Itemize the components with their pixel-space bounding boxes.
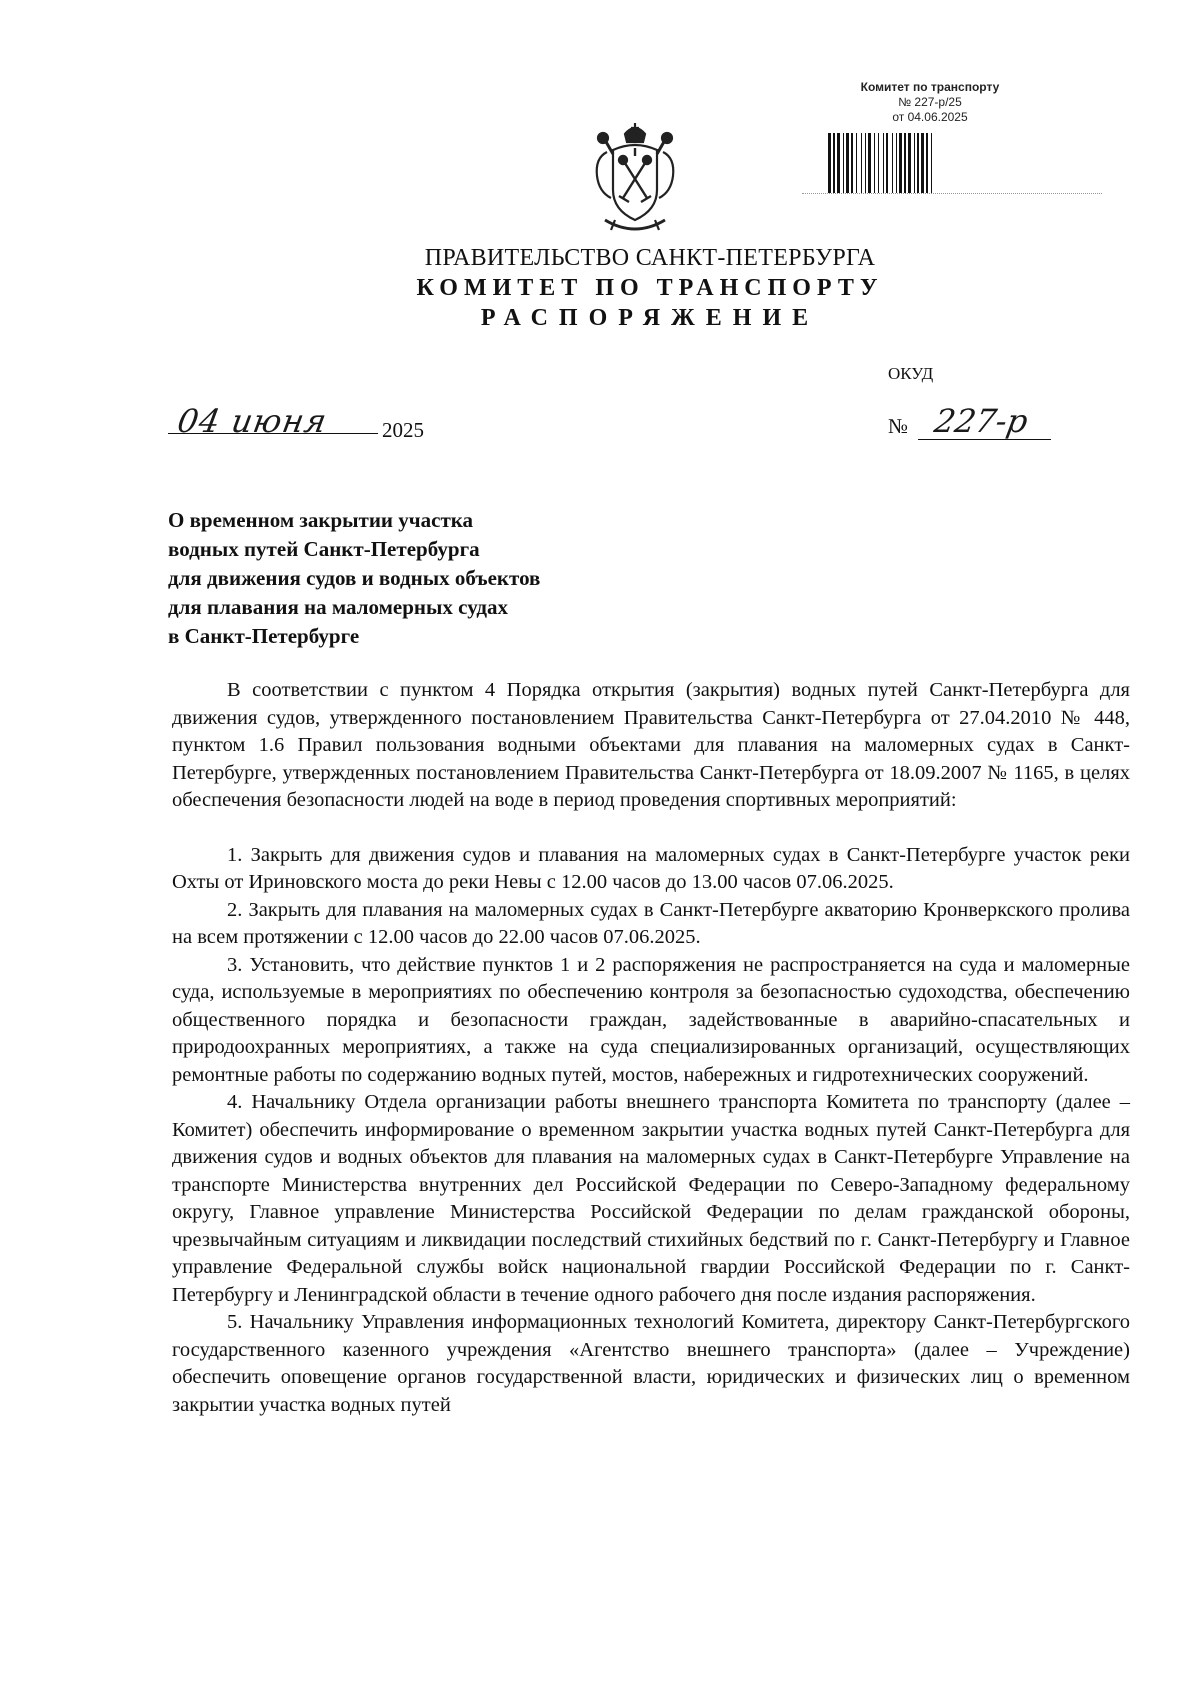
document-body — [172, 677, 1130, 1419]
stamp-line-1: Комитет по транспорту — [860, 80, 1000, 94]
committee-name: КОМИТЕТ ПО ТРАНСПОРТУ — [416, 275, 884, 301]
document-title — [168, 506, 668, 651]
order-item-2: 2. Закрыть для плавания на маломерных судах в Санкт-Петербурге акваторию Кронверкского пролива на всем протяжении с 12.00 часов до 22.00 часов 07.06.2025. — [172, 898, 1130, 948]
document-type: РАСПОРЯЖЕНИЕ — [480, 305, 820, 331]
title-line: для движения судов и водных объектов — [168, 566, 541, 590]
title-line: для плавания на маломерных судах — [168, 595, 509, 619]
title-line: в Санкт-Петербурге — [168, 624, 360, 648]
government-name: ПРАВИТЕЛЬСТВО САНКТ-ПЕТЕРБУРГА — [424, 245, 876, 271]
stamp-line-2: № 227-р/25 — [898, 95, 962, 109]
handwritten-number: 227-р — [931, 402, 1031, 440]
order-item-4: 4. Начальнику Отдела организации работы внешнего транспорта Комитета по транспорту (далее – Комитет) обеспечить информирование о временном закрытии участка водных путей Санкт-Петербурга для движения судов и водных объектов для плавания на маломерных судах в Санкт-Петербурге Управление на транспорте Министерства внутренних дел Российской Федерации по Северо-Западному федеральному округу, Главное управление Министерства Российской Федерации по делам гражданской обороны, чрезвычайным ситуациям и ликвидации последствий стихийных бедствий по г. Санкт-Петербургу и Главное управление Федеральной службы войск национальной гвардии Российской Федерации по г. Санкт-Петербургу и Ленинградской области в течение одного рабочего дня после издания распоряжения. — [172, 1091, 1130, 1306]
number-underline — [918, 439, 1051, 440]
date-year: 2025 — [382, 418, 424, 442]
barcode — [828, 133, 1038, 193]
order-item-1: 1. Закрыть для движения судов и плавания на маломерных судах в Санкт-Петербурге участок реки Охты от Ириновского моста до реки Невы с 12.00 часов до 13.00 часов 07.06.2025. — [172, 843, 1130, 893]
order-item-5: 5. Начальнику Управления информационных технологий Комитета, директору Санкт-Петербургского государственного казенного учреждения «Агентство внешнего транспорта» (далее – Учреждение) обеспечить оповещение органов государственной власти, юридических и физических лиц о временном закрытии участка водных путей — [172, 1311, 1130, 1416]
number-sign: № — [888, 414, 909, 438]
date-underline — [168, 433, 378, 434]
handwritten-date: 04 июня — [174, 402, 331, 440]
barcode-underline — [802, 193, 1102, 194]
document-header — [0, 243, 1200, 333]
registration-stamp — [800, 80, 1060, 125]
title-line: водных путей Санкт-Петербурга — [168, 537, 480, 561]
title-line: О временном закрытии участка — [168, 508, 474, 532]
stamp-line-3: от 04.06.2025 — [892, 110, 968, 124]
saint-petersburg-coat-of-arms-icon — [585, 120, 685, 235]
okud-label: ОКУД — [888, 364, 934, 383]
order-item-3: 3. Установить, что действие пунктов 1 и 2 распоряжения не распространяется на суда и маломерные суда, используемые в мероприятиях по обеспечению контроля за безопасностью судоходства, обеспечению общественного порядка и безопасности граждан, задействованные в аварийно-спасательных и природоохранных мероприятиях, а также на суда специализированных организаций, осуществляющих ремонтные работы по содержанию водных путей, мостов, набережных и гидротехнических сооружений. — [172, 953, 1130, 1086]
preamble-paragraph: В соответствии с пунктом 4 Порядка открытия (закрытия) водных путей Санкт-Петербурга для движения судов, утвержденного постановлением Правительства Санкт-Петербурга от 27.04.2010 № 448, пунктом 1.6 Правил пользования водными объектами для плавания на маломерных судах в Санкт-Петербурге, утвержденных постановлением Правительства Санкт-Петербурга от 18.09.2007 № 1165, в целях обеспечения безопасности людей на воде в период проведения спортивных мероприятий: — [172, 679, 1130, 811]
